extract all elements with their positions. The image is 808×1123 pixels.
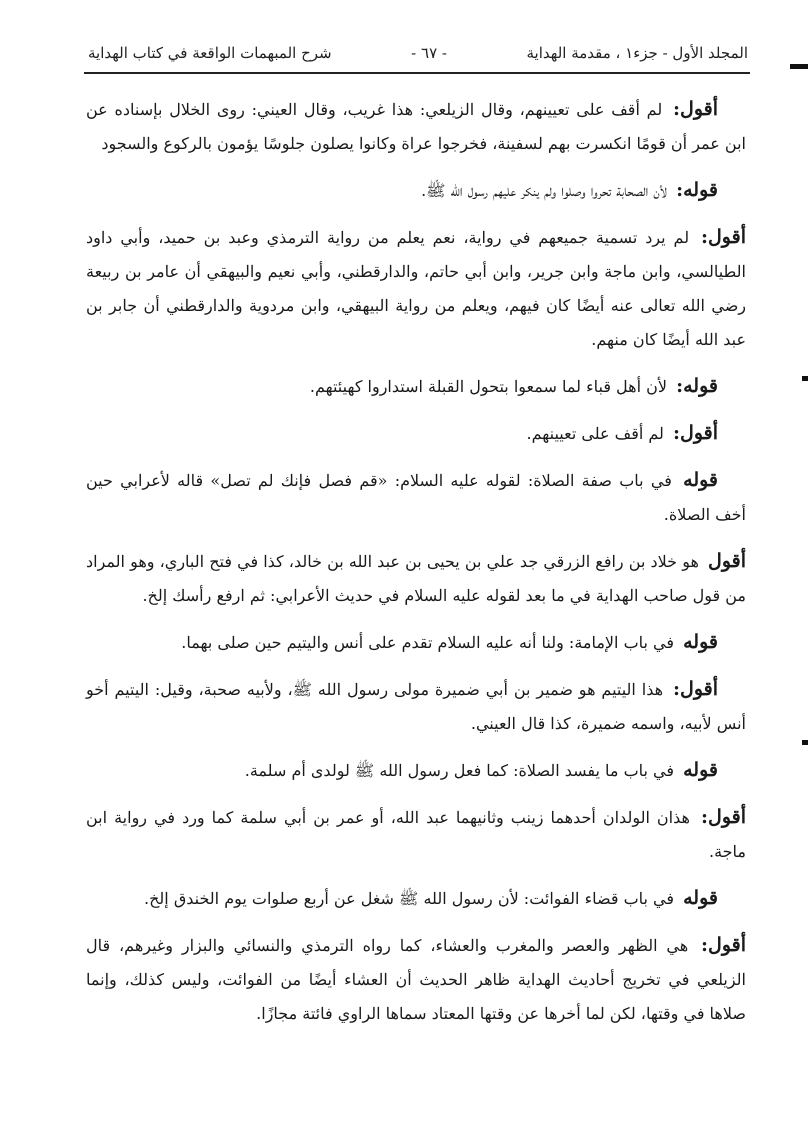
paragraph xyxy=(86,672,746,741)
paragraph-lead: قوله xyxy=(683,469,719,491)
paragraph-text: هو خلاد بن رافع الزرقي جد علي بن يحيى بن عبد الله بن خالد، كذا في فتح الباري، وهو المراد من قول صاحب الهداية في ما بعد لقوله عليه السلام في حديث الأعرابي: ثم ارفع رأسك إلخ. xyxy=(86,552,746,605)
paragraph-lead: أقول: xyxy=(700,226,746,248)
paragraph-lead: أقول: xyxy=(701,806,746,828)
paragraph-text: لأن أهل قباء لما سمعوا بتحول القبلة استداروا كهيئتهم. xyxy=(309,377,668,396)
scan-edge-mark xyxy=(802,740,808,745)
paragraph-text: لم أقف على تعيينهم، وقال الزيلعي: هذا غريب، وقال العيني: روى الخلال بإسناده عن ابن عمر أن قومًا انكسرت بهم لسفينة، فخرجوا عراة وكانوا يصلون جلوسًا يؤمون بالركوع والسجود xyxy=(86,100,746,153)
paragraph xyxy=(86,173,746,208)
paragraph-lead: أقول xyxy=(708,550,746,572)
paragraph xyxy=(86,416,746,451)
header-volume-title: المجلد الأول - جزء١ ، مقدمة الهداية xyxy=(526,44,748,62)
paragraph xyxy=(86,220,746,357)
header-rule xyxy=(84,72,750,74)
paragraph xyxy=(86,92,746,161)
paragraph-lead: أقول: xyxy=(701,934,746,956)
paragraph xyxy=(86,463,746,532)
header-book-title: شرح المبهمات الواقعة في كتاب الهداية xyxy=(88,44,332,62)
paragraph-lead: قوله: xyxy=(676,179,718,201)
paragraph-lead: قوله xyxy=(683,759,718,781)
paragraph xyxy=(86,625,746,660)
paragraph-lead: أقول: xyxy=(673,678,718,700)
paragraph xyxy=(86,800,746,869)
paragraph-text: لم أقف على تعيينهم. xyxy=(526,424,664,443)
paragraph-text: في باب ما يفسد الصلاة: كما فعل رسول الله ﷺ لولدى أم سلمة. xyxy=(244,761,675,780)
scan-edge-mark xyxy=(790,64,808,69)
paragraph-lead: أقول: xyxy=(673,422,718,444)
paragraph-text: في باب صفة الصلاة: لقوله عليه السلام: «قم فصل فإنك لم تصل» قاله لأعرابي حين أخف الصلاة. xyxy=(86,471,746,524)
paragraph xyxy=(86,369,746,404)
paragraph xyxy=(86,753,746,788)
paragraph-lead: قوله: xyxy=(676,375,718,397)
paragraph-text: هذا اليتيم هو ضمير بن أبي ضميرة مولى رسول الله ﷺ، ولأبيه صحبة، وقيل: اليتيم أخو أنس لأبيه، واسمه ضميرة، كذا قال العيني. xyxy=(86,680,746,733)
paragraph-lead: قوله xyxy=(683,887,718,909)
paragraph-text: لم يرد تسمية جميعهم في رواية، نعم يعلم من رواية الترمذي وعبد بن حميد، وأبي داود الطيالسي، وابن ماجة وابن جرير، وابن أبي حاتم، والدارقطني، وأبي نعيم والبيهقي أن عامر بن ربيعة رضي الله تعالى عنه أيضًا كان فيهم، ويعلم من رواية البيهقي، وابن مردوية والدارقطني أن جابر بن عبد الله أيضًا كان منهم. xyxy=(86,228,746,349)
page-number: - ٦٧ - xyxy=(411,44,447,62)
running-header xyxy=(88,38,748,68)
scan-edge-mark xyxy=(802,376,808,381)
paragraph-text: في باب قضاء الفوائت: لأن رسول الله ﷺ شغل عن أربع صلوات يوم الخندق إلخ. xyxy=(144,889,675,908)
paragraph xyxy=(86,928,746,1031)
paragraph-lead: أقول: xyxy=(673,98,719,120)
paragraph-text: في باب الإمامة: ولنا أنه عليه السلام تقدم على أنس واليتيم حين صلى بهما. xyxy=(181,633,675,652)
paragraph-text: هي الظهر والعصر والمغرب والعشاء، كما رواه الترمذي والنسائي والبزار وغيرهم، قال الزيلعي في تخريج أحاديث الهداية ظاهر الحديث أن العشاء أيضًا من الفوائت، وليس كذلك، وإنما صلاها في وقتها، لكن لما أخرها عن وقتها المعتاد سماها الراوي فائتة مجازًا. xyxy=(86,936,746,1023)
paragraph-lead: قوله xyxy=(683,631,718,653)
paragraph xyxy=(86,544,746,613)
paragraph-text: لأن الصحابة تحروا وصلوا ولم ينكر عليهم رسول الله ﷺ. xyxy=(421,181,668,200)
paragraph xyxy=(86,881,746,916)
paragraph-text: هذان الولدان أحدهما زينب وثانيهما عبد الله، أو عمر بن أبي سلمة كما ورد في رواية ابن ماجة. xyxy=(86,808,746,861)
page-body xyxy=(86,92,746,1063)
